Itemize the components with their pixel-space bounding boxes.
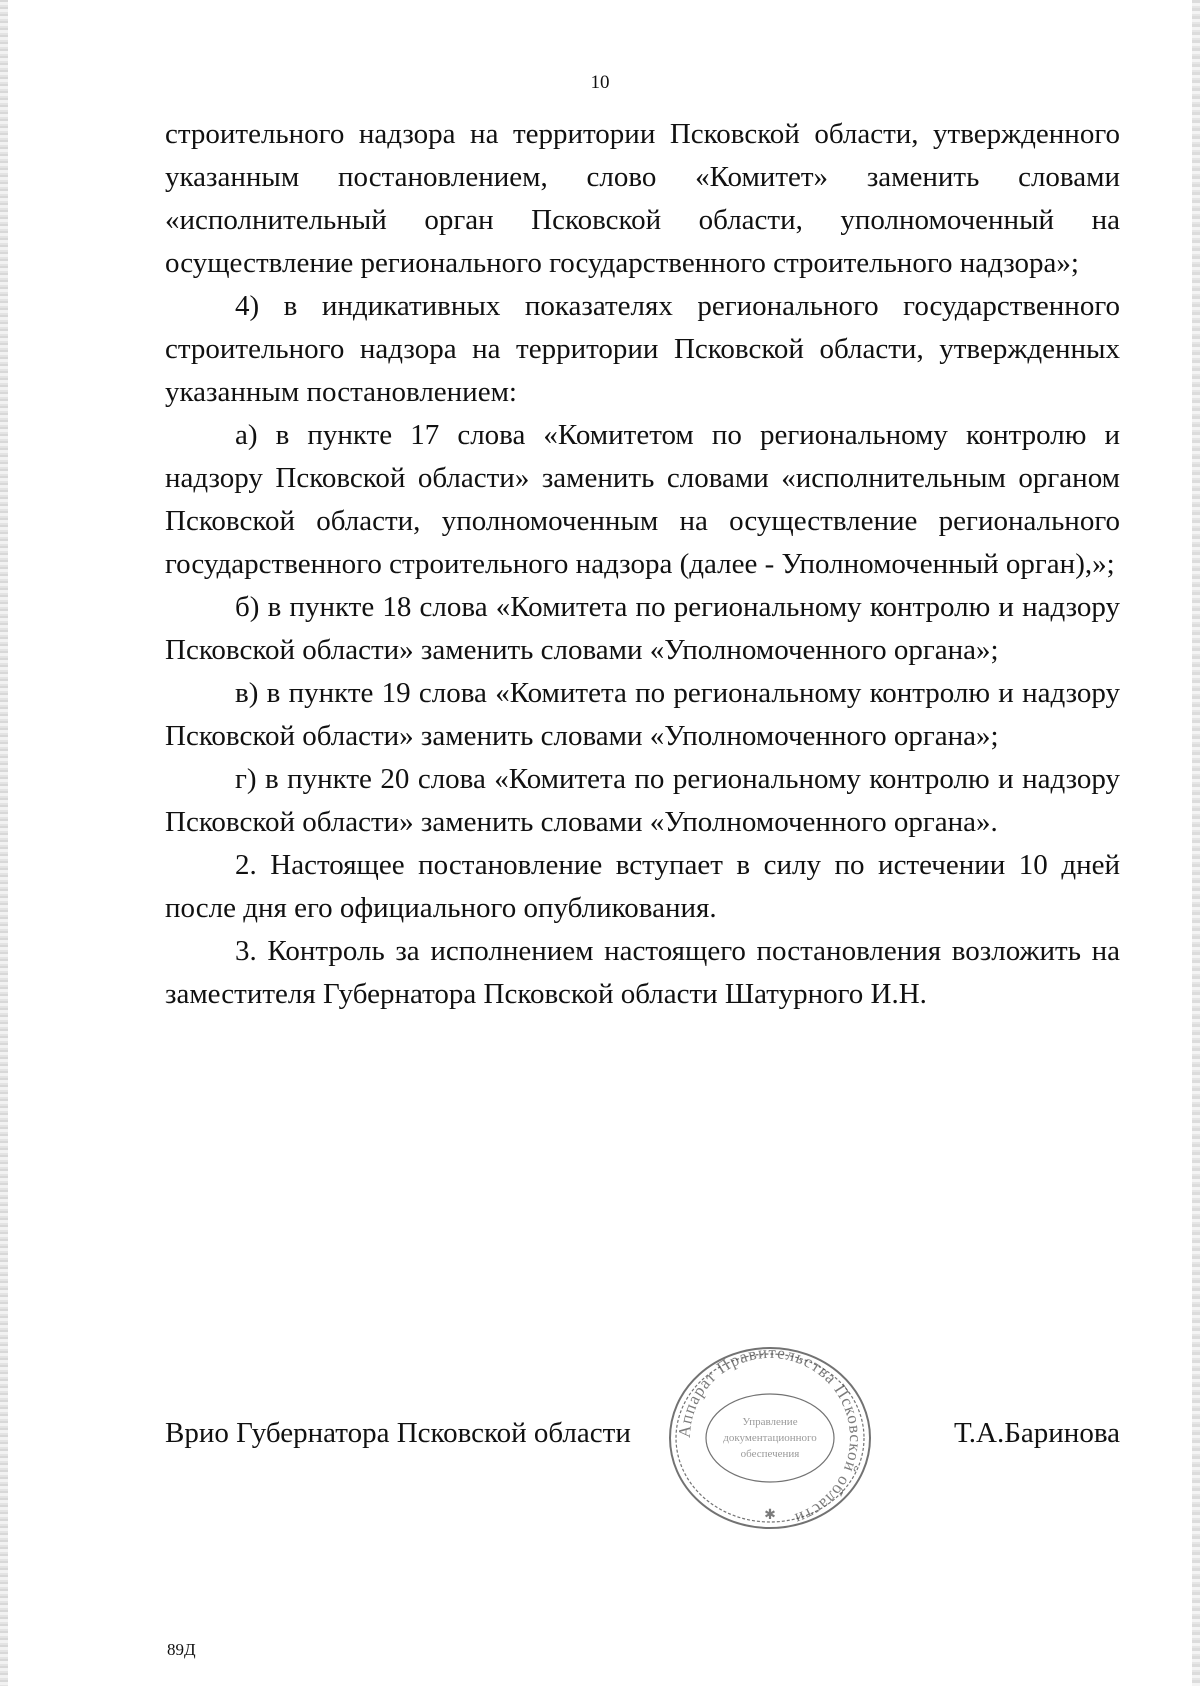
paragraph-item-4: 4) в индикативных показателях регионального государственного строительного надзора на территории Псковской области, утвержденных указанным постановлением: [165,290,1120,408]
paragraph-subitem-a: а) в пункте 17 слова «Комитетом по региональному контролю и надзору Псковской области» заменить словами «исполнительным органом Псковской области, уполномоченным на осуществление регионального государственного строительного надзора (далее - Уполномоченный орган),»; [165,419,1120,580]
scan-edge-right [1192,0,1200,1686]
svg-text:документационного: документационного [723,1432,817,1444]
paragraph-point-2: 2. Настоящее постановление вступает в силу по истечении 10 дней после дня его официального опубликования. [165,849,1120,924]
paragraph-continuation: строительного надзора на территории Псковской области, утвержденного указанным постановлением, слово «Комитет» заменить словами «исполнительный орган Псковской области, уполномоченный на осуществление регионального государственного строительного надзора»; [165,118,1120,279]
official-seal-stamp [664,1343,876,1533]
page-number: 10 [590,72,610,93]
document-body [165,113,1120,1016]
signatory-name: Т.А.Баринова [954,1417,1120,1449]
svg-text:Аппарат Правительства Псковско: Аппарат Правительства Псковской области [674,1343,866,1529]
paragraph-subitem-b: б) в пункте 18 слова «Комитета по региональному контролю и надзору Псковской области» заменить словами «Уполномоченного органа»; [165,591,1120,666]
paragraph-subitem-g: г) в пункте 20 слова «Комитета по региональному контролю и надзору Псковской области» заменить словами «Уполномоченного органа». [165,763,1120,838]
signatory-title: Врио Губернатора Псковской области [165,1417,631,1449]
svg-text:обеспечения: обеспечения [740,1448,800,1460]
scan-edge-left [0,0,8,1686]
signature-block [165,1410,1120,1456]
svg-text:✱: ✱ [764,1508,776,1523]
paragraph-point-3: 3. Контроль за исполнением настоящего постановления возложить на заместителя Губернатора Псковской области Шатурного И.Н. [165,935,1120,1010]
document-code: 89Д [167,1640,196,1659]
paragraph-subitem-v: в) в пункте 19 слова «Комитета по региональному контролю и надзору Псковской области» заменить словами «Уполномоченного органа»; [165,677,1120,752]
svg-text:Управление: Управление [742,1416,798,1428]
